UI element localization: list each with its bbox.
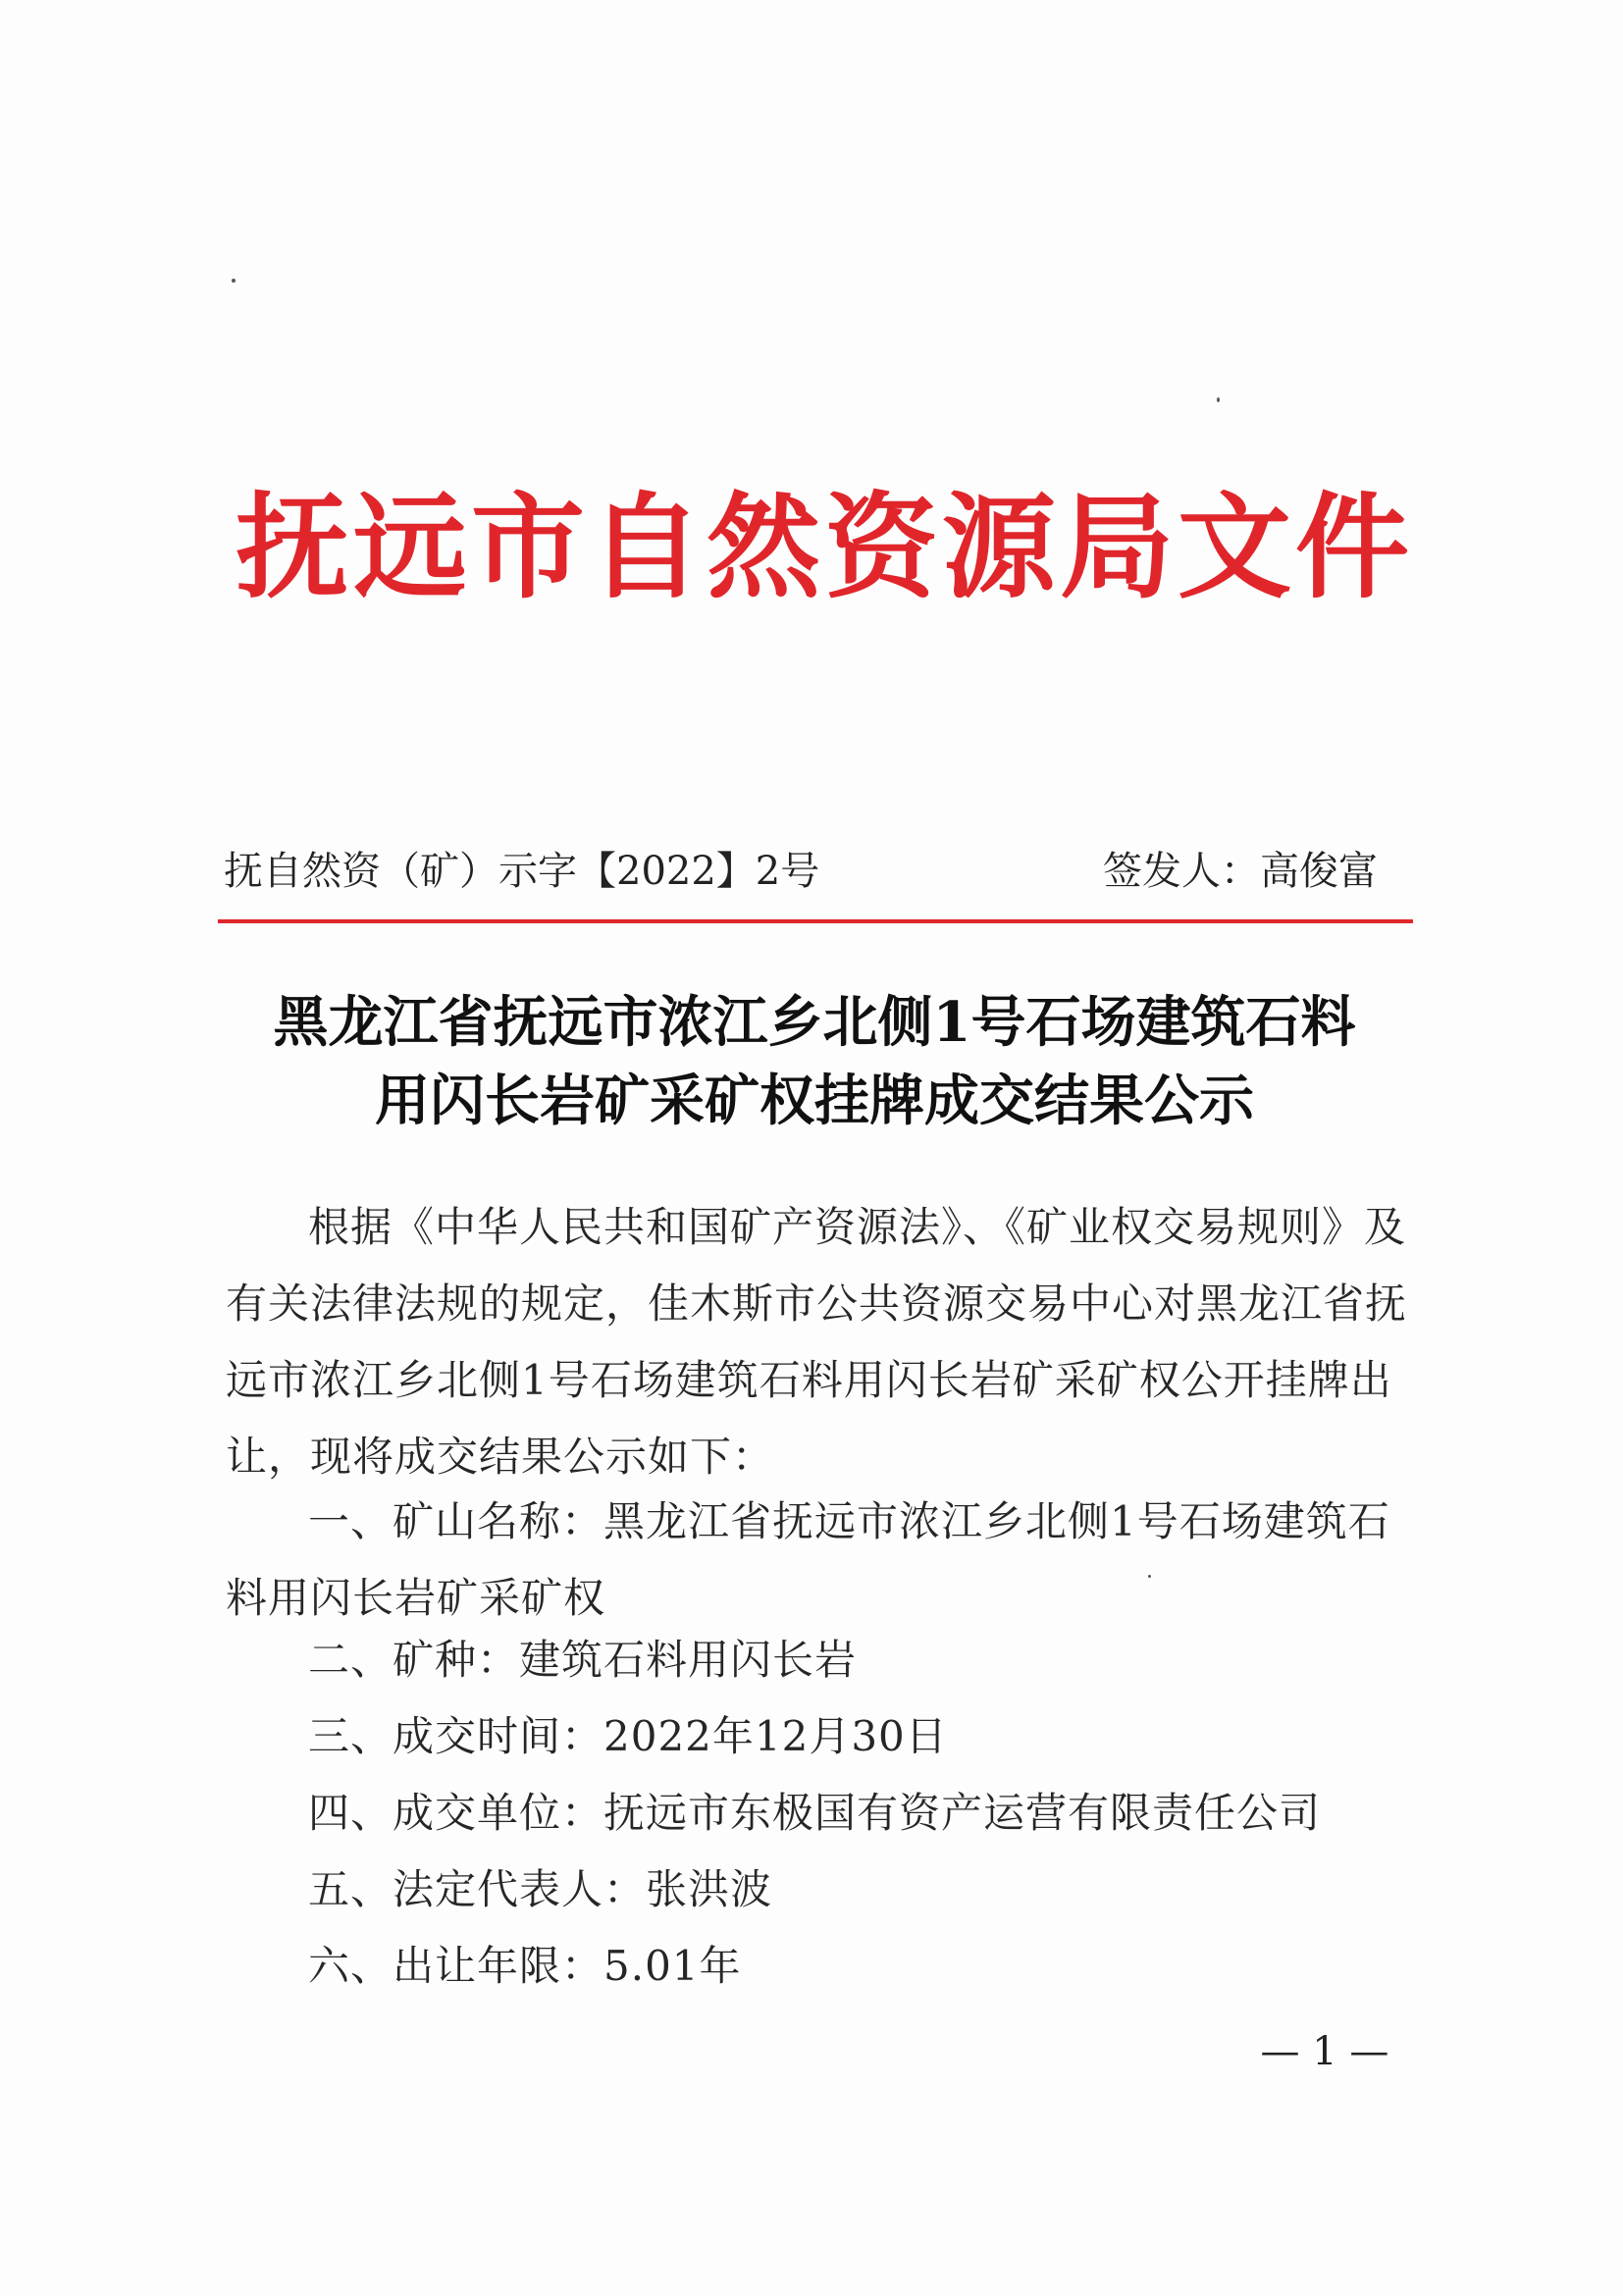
document-header-title: 抚远市自然资源局文件: [236, 481, 1413, 614]
item-transfer-period: [226, 1937, 1423, 1996]
item-transfer-period-text: 六、出让年限：5.01年: [308, 1942, 742, 1990]
intro-paragraph: 根据《中华人民共和国矿产资源法》、《矿业权交易规则》及有关法律法规的规定，佳木斯市公共资源交易中心对黑龙江省抚远市浓江乡北侧1号石场建筑石料用闪长岩矿采矿权公开挂牌出让，现将成交结果公示如下：: [226, 1203, 1408, 1481]
item-mine-name-text: 一、矿山名称：黑龙江省抚远市浓江乡北侧1号石场建筑石料用闪长岩矿采矿权: [226, 1497, 1390, 1622]
notice-title: [206, 983, 1423, 1140]
item-mine-name: [226, 1484, 1423, 1637]
item-winning-entity: [226, 1784, 1423, 1843]
scan-speck: [1217, 397, 1220, 402]
item-mineral-type-text: 二、矿种：建筑石料用闪长岩: [308, 1636, 858, 1684]
intro-paragraph-block: [226, 1189, 1423, 1495]
document-signer: 签发人：高俊富: [1103, 849, 1378, 894]
scan-speck: [232, 279, 236, 283]
item-legal-representative-text: 五、法定代表人：张洪波: [308, 1865, 773, 1913]
page-number: — 1 —: [1260, 2029, 1389, 2074]
notice-title-line-2: 用闪长岩矿采矿权挂牌成交结果公示: [375, 1069, 1254, 1133]
scan-speck: [1148, 1575, 1151, 1578]
notice-title-line-1: 黑龙江省抚远市浓江乡北侧1号石场建筑石料: [273, 990, 1356, 1055]
document-number: 抚自然资（矿）示字【2022】2号: [224, 849, 820, 894]
red-divider-line: [218, 919, 1413, 923]
item-winning-entity-text: 四、成交单位：抚远市东极国有资产运营有限责任公司: [308, 1789, 1322, 1837]
item-transaction-date-text: 三、成交时间：2022年12月30日: [308, 1712, 948, 1760]
document-meta-row: [224, 842, 1401, 901]
item-transaction-date: [226, 1707, 1423, 1766]
item-mineral-type: [226, 1631, 1423, 1690]
item-legal-representative: [226, 1860, 1423, 1919]
